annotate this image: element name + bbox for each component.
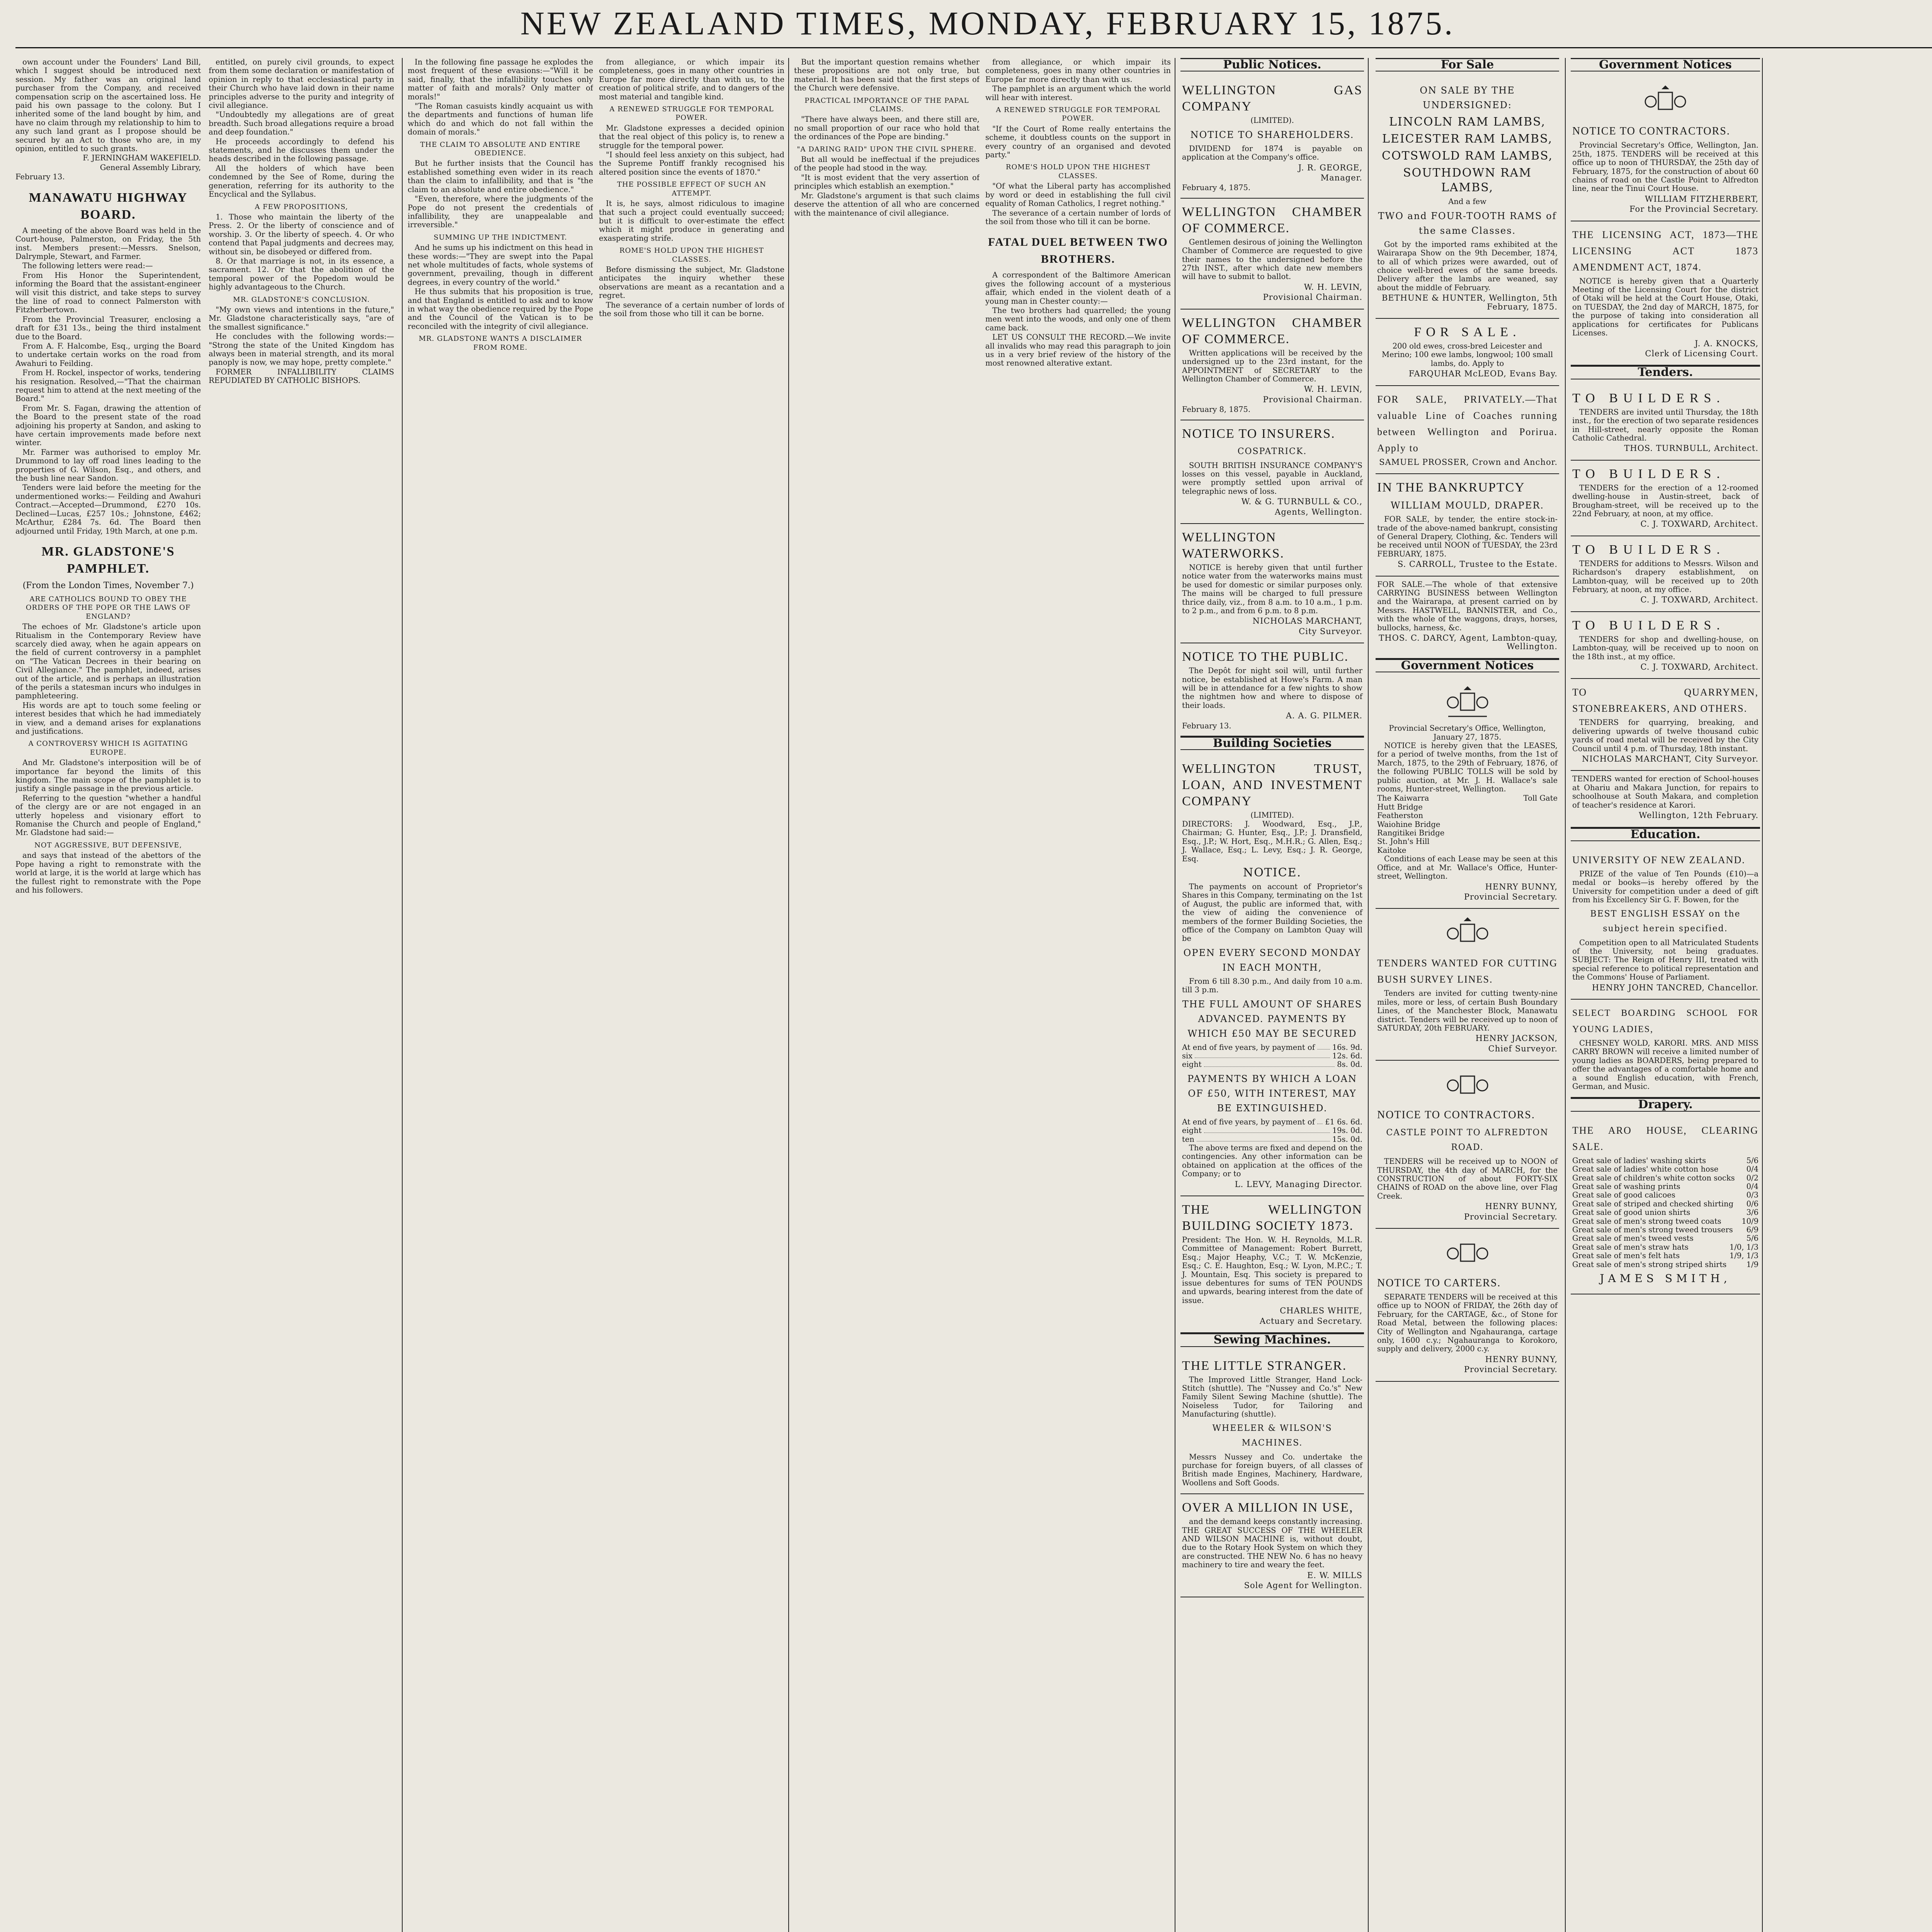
paragraph: The pamphlet is an argument which the world will hear with interest. xyxy=(985,84,1171,102)
paragraph: The severance of a certain number of lords of the soil from those who till it can be borne. xyxy=(985,208,1171,226)
subheading: A FEW PROPOSITIONS, xyxy=(255,202,348,211)
paragraph: 8. Or that marriage is not, in its essence, a sacrament. 12. Or that the abolition of the temporal power of the Popedom would be highly advantageous to the Church. xyxy=(209,256,394,292)
ad-title: THE LITTLE STRANGER. xyxy=(1182,1358,1347,1373)
ad-heading: WHEELER & WILSON'S MACHINES. xyxy=(1212,1423,1332,1448)
ad-signature-title: Agents, Wellington. xyxy=(1275,507,1362,517)
paragraph: LET US CONSULT THE RECORD.—We invite all invalids who may read this paragraph to join us in a very brief review of the history of the most renowned alterative extant. xyxy=(985,333,1171,368)
ad-signature: W. & G. TURNBULL & CO., xyxy=(1241,497,1362,507)
section-header: Government Notices xyxy=(1376,659,1559,672)
ad-date: February 8, 1875. xyxy=(1182,405,1251,414)
toll-row: St. John's Hill xyxy=(1377,837,1430,846)
subheading: NOT AGGRESSIVE, BUT DEFENSIVE, xyxy=(34,841,182,849)
ad-heading: CASTLE POINT TO ALFREDTON ROAD. xyxy=(1386,1128,1549,1153)
rate-row: eight 19s. 0d. xyxy=(1182,1126,1362,1135)
ad-line: And a few xyxy=(1448,197,1486,206)
price-row: Great sale of ladies' white cotton hose 0/4 xyxy=(1572,1165,1759,1174)
ad-title: TO BUILDERS. xyxy=(1572,466,1725,481)
ad-title: UNIVERSITY OF NEW ZEALAND. xyxy=(1572,854,1745,866)
masthead-rule xyxy=(15,47,1932,48)
paragraph: own account under the Founders' Land Bill, which I suggest should be introduced next session. My father was an original land purchaser from the Company, and received compensation scrip on the ascertained loss. He paid his own passage to the colony. But I inherited some of the land bought by him, and have no claim through my relationship to him to any such land grant as I propose should be secured by an Act to those who are, in my opinion, entitled to such grants. xyxy=(15,58,201,153)
ad-waterworks xyxy=(1180,524,1364,643)
ad-bush-survey xyxy=(1376,909,1559,1061)
ad-gas-company xyxy=(1180,77,1364,198)
ad-chamber-commerce xyxy=(1180,199,1364,310)
ad-heading: PAYMENTS BY WHICH A LOAN OF £50, WITH INTEREST, MAY BE EXTINGUISHED. xyxy=(1187,1073,1357,1114)
toll-row: Waiohine Bridge xyxy=(1377,820,1440,829)
ad-title: WELLINGTON GAS COMPANY xyxy=(1182,83,1362,114)
subheading: ROME'S HOLD UPON THE HIGHEST CLASSES. xyxy=(619,247,764,264)
paragraph: The echoes of Mr. Gladstone's article upon Ritualism in the Contemporary Review have scarcely died away, when he again appears on the field of current controversy in a pamphlet on "The Vatican Decrees in their bearing on Civil Allegiance." The pamphlet, indeed, arises out of the article, and is perhaps an illustration of the perils a statesman incurs who indulges in pamphleteering. xyxy=(15,622,201,701)
ad-date: February 13. xyxy=(1182,721,1231,730)
price-row: Great sale of men's felt hats 1/9, 1/3 xyxy=(1572,1251,1759,1260)
ad-signature: C. J. TOXWARD, Architect. xyxy=(1640,595,1759,605)
column-1b xyxy=(209,58,394,1932)
price-row: Great sale of men's straw hats 1/0, 1/3 xyxy=(1572,1242,1759,1252)
paragraph: from allegiance, or which impair its completeness, goes in many other countries in Europe far more directly than with us, to the creation of political strife, and to dangers of the most material and tangible kind. xyxy=(599,58,784,101)
ad-body: Gentlemen desirous of joining the Wellington Chamber of Commerce are requested to give their names to the undersigned before the 27th INST., after which date new members will have to submit to ballot. xyxy=(1182,237,1362,281)
ad-signature: C. J. TOXWARD, Architect. xyxy=(1640,519,1759,529)
paragraph: From Mr. S. Fagan, drawing the attention of the Board to the present state of the road adjoining his property at Sandon, and asking to have certain improvements made before next winter. xyxy=(15,403,201,447)
ad-title: FOR SALE, PRIVATELY.—That valuable Line of Coaches running between Wellington and Porirua. Apply to xyxy=(1377,393,1558,454)
ad-million xyxy=(1180,1494,1364,1597)
ad-signature: SAMUEL PROSSER, Crown and Anchor. xyxy=(1379,457,1558,467)
paragraph: The following letters were read:— xyxy=(22,261,153,270)
ad-subtitle: Provincial Secretary's Office, Wellington, January 27, 1875. xyxy=(1389,724,1546,742)
toll-row: Kaitoke xyxy=(1377,845,1406,855)
ad-signature: HENRY BUNNY, xyxy=(1485,882,1558,891)
rate-row: At end of five years, by payment of £1 6s. 6d. xyxy=(1182,1117,1362,1126)
section-header: Education. xyxy=(1571,828,1760,841)
ad-title: TO BUILDERS. xyxy=(1572,542,1725,557)
paragraph: And Mr. Gladstone's interposition will be of importance far beyond the limits of this kingdom. The main scope of the pamphlet is to justify a single passage in the previous article. xyxy=(15,758,201,793)
headline: FATAL DUEL BETWEEN TWO BROTHERS. xyxy=(988,236,1168,266)
ad-body: NOTICE is hereby given that the LEASES, for a period of twelve months, from the 1st of March, 1875, to the 29th of February, 1876, of the following PUBLIC TOLLS will be sold by public auction, at Mr. J. H. Wallace's sale rooms, Hunter-street, Wellington. xyxy=(1377,741,1558,794)
ad-boarding-school xyxy=(1571,1000,1760,1098)
ad-heading: NOTICE TO SHAREHOLDERS. xyxy=(1190,129,1354,140)
ad-heading: WILLIAM MOULD, DRAPER. xyxy=(1390,500,1544,511)
column-3a xyxy=(794,58,980,1932)
ad-body: Provincial Secretary's Office, Wellington, Jan. 25th, 1875. TENDERS will be received at this office up to noon of THURSDAY, the 25th day of February, 1875, for the construction of about 60 chains of road on the Castle Point to Alfredton line, near the Tinui Court House. xyxy=(1572,141,1759,193)
subheading: MR. GLADSTONE'S CONCLUSION. xyxy=(233,295,370,304)
ad-line: LINCOLN RAM LAMBS, xyxy=(1389,115,1546,129)
section-header: For Sale xyxy=(1376,58,1559,71)
subheading: THE CLAIM TO ABSOLUTE AND ENTIRE OBEDIENCE. xyxy=(420,140,581,158)
ad-signature: THOS. C. DARCY, Agent, Lambton-quay, Wellington. xyxy=(1379,633,1558,651)
price-row: Great sale of washing prints 0/4 xyxy=(1572,1182,1759,1191)
paragraph: He proceeds accordingly to defend his statements, and he discusses them under the heads described in the following passage. xyxy=(209,137,394,163)
toll-row: Hutt Bridge xyxy=(1377,802,1423,811)
price-row: Great sale of ladies' washing skirts 5/6 xyxy=(1572,1156,1759,1165)
subheading: A RENEWED STRUGGLE FOR TEMPORAL POWER. xyxy=(996,106,1160,123)
ad-signature: E. W. MILLS xyxy=(1307,1570,1362,1580)
ad-signature: HENRY BUNNY, xyxy=(1485,1354,1558,1364)
ad-body: TENDERS for shop and dwelling-house, on Lambton-quay, will be received up to noon on the 18th inst., at my office. xyxy=(1572,634,1759,661)
ad-heading: BEST ENGLISH ESSAY on the subject herein specified. xyxy=(1590,909,1741,934)
paragraph: "If the Court of Rome really entertains the scheme, it doubtless counts on the support in every country of an organised and devoted party." xyxy=(985,124,1171,160)
ad-body: From 6 till 8.30 p.m., And daily from 10 a.m. till 3 p.m. xyxy=(1182,976,1362,995)
ad-signature: NICHOLAS MARCHANT, City Surveyor. xyxy=(1582,754,1759,764)
price-row: Great sale of striped and checked shirting 0/6 xyxy=(1572,1199,1759,1208)
ad-signature: HENRY JOHN TANCRED, Chancellor. xyxy=(1592,983,1759,992)
signature-title: General Assembly Library, xyxy=(100,163,201,172)
paragraph: In the following fine passage he explodes the most frequent of these evasions:—"Will it be said, finally, that the infallibility touches only matter of faith and morals? Only matter of morals!" xyxy=(408,58,593,101)
ad-body: NOTICE is hereby given that a Quarterly Meeting of the Licensing Court for the district of Otaki will be held at the Court House, Otaki, on TUESDAY, the 2nd day of MARCH, 1875, for the purpose of taking into consideration all applications for certificates for Publicans Licenses. xyxy=(1572,276,1759,338)
ad-body: and the demand keeps constantly increasing. THE GREAT SUCCESS OF THE WHEELER AND WILSON MACHINE is, without doubt, due to the Rotary Hook System on which they are constructed. THE NEW No. 6 has no heavy machinery to tire and weary the feet. xyxy=(1182,1517,1362,1570)
column-3b xyxy=(985,58,1171,1932)
ad-signature: Wellington, 12th February. xyxy=(1639,811,1759,820)
ad-body: Conditions of each Lease may be seen at this Office, and at Mr. Wallace's Office, Hunter-street, Wellington. xyxy=(1377,854,1558,881)
ad-title: THE ARO HOUSE, CLEARING SALE. xyxy=(1572,1124,1759,1152)
ad-signature-title: Provincial Secretary. xyxy=(1464,892,1558,901)
ad-rams xyxy=(1376,77,1559,319)
coat-of-arms-icon xyxy=(1444,1068,1491,1103)
paragraph: His words are apt to touch some feeling or interest besides that which he had immediately in view, and a demand arises for explanations and justifications. xyxy=(15,701,201,736)
ad-little-stranger xyxy=(1180,1352,1364,1495)
ad-body: Got by the imported rams exhibited at the Wairarapa Show on the 9th December, 1874, to all of which prizes were awarded, out of choice well-bred ewes of the same breeds. Delivery after the lambs are weaned, say about the middle of February. xyxy=(1377,240,1558,292)
coat-of-arms-icon xyxy=(1642,85,1689,119)
paragraph: "Of what the Liberal party has accomplished by word or deed in establishing the full civil equality of Roman Catholics, I regret nothing." xyxy=(985,182,1171,208)
ad-title: TO BUILDERS. xyxy=(1572,618,1725,633)
ad-body: The Improved Little Stranger, Hand Lock-Stitch (shuttle). The "Nussey and Co.'s" New Family Silent Sewing Machine (shuttle). The Noiseless Tudor, for Tailoring and Manufacturing (shuttle). xyxy=(1182,1375,1362,1419)
section-header: Government Notices xyxy=(1571,58,1760,71)
paragraph: From the Provincial Treasurer, enclosing a draft for £31 13s., being the third instalment due to the Board. xyxy=(15,315,201,341)
ad-signature-title: Actuary and Secretary. xyxy=(1260,1316,1362,1326)
paragraph: Referring to the question "whether a handful of the clergy are or are not engaged in an utterly hopeless and visionary effort to Romanise the Church and people of England," Mr. Gladstone had said:— xyxy=(15,793,201,837)
paragraph: From A. F. Halcombe, Esq., urging the Board to undertake certain works on the road from Awahuri to Feilding. xyxy=(15,341,201,368)
column-2b xyxy=(599,58,784,1932)
dateline: February 13. xyxy=(15,172,65,182)
section-header: Tenders. xyxy=(1571,366,1760,379)
ad-signature: A. A. G. PILMER. xyxy=(1286,711,1362,721)
ad-school-tenders xyxy=(1571,771,1760,827)
subheading: PRACTICAL IMPORTANCE OF THE PAPAL CLAIMS. xyxy=(804,96,969,114)
ad-signature-title: Chief Surveyor. xyxy=(1488,1044,1558,1053)
paragraph: from allegiance, or which impair its completeness, goes in many other countries in Europe far more directly than with us. xyxy=(985,58,1171,84)
column-public-notices xyxy=(1180,58,1364,1932)
ad-body: The Depôt for night soil will, until further notice, be established at Howe's Farm. A man will be in attendance for a few nights to show the nightmen how and where to dispose of their loads. xyxy=(1182,666,1362,710)
ad-signature: HENRY JACKSON, xyxy=(1475,1034,1558,1043)
ad-heading: NOTICE. xyxy=(1243,866,1302,879)
column-divider xyxy=(788,58,789,1932)
ad-body: TENDERS for the erection of a 12-roomed dwelling-house in Austin-street, back of Brougham-street, will be received up to the 22nd February, at noon, at my office. xyxy=(1572,483,1759,518)
ad-title: TENDERS WANTED FOR CUTTING BUSH SURVEY LINES. xyxy=(1377,957,1558,985)
ad-signature-title: Provincial Secretary. xyxy=(1464,1365,1558,1374)
paragraph: He thus submits that his proposition is true, and that England is entitled to ask and to know in what way the obedience required by the Pope and the Council of the Vatican is to be reconciled with the integrity of civil allegiance. xyxy=(408,287,593,331)
ad-heading: OPEN EVERY SECOND MONDAY IN EACH MONTH, xyxy=(1183,947,1361,973)
ad-title: FOR SALE. xyxy=(1414,325,1521,340)
toll-row: The Kaiwarra Toll Gate xyxy=(1377,794,1558,803)
paragraph: From H. Rockel, inspector of works, tendering his resignation. Resolved,—"That the chairman request him to attend at the next meeting of the Board." xyxy=(15,368,201,403)
paragraph: and says that instead of the abettors of the Pope having a right to remonstrate with the world at large, it is the world at large which has the fullest right to remonstrate with the Pope and his followers. xyxy=(15,851,201,895)
ad-date: February 4, 1875. xyxy=(1182,183,1251,192)
ad-aro-house xyxy=(1571,1117,1760,1294)
ad-subtitle: (LIMITED). xyxy=(1250,116,1294,125)
ad-body: TENDERS wanted for erection of School-houses at Ohariu and Makara Junction, for repairs to schoolhouse at South Makara, and completion of teacher's residence at Karori. xyxy=(1572,774,1759,810)
ad-signature: C. J. TOXWARD, Architect. xyxy=(1640,662,1759,672)
ad-signature-title: Clerk of Licensing Court. xyxy=(1645,349,1759,358)
ad-signature-title: Sole Agent for Wellington. xyxy=(1244,1581,1362,1590)
price-row: Great sale of good calicoes 0/3 xyxy=(1572,1190,1759,1200)
section-header: Public Notices. xyxy=(1180,58,1364,71)
subheading: (From the London Times, November 7.) xyxy=(22,580,194,590)
toll-row: Rangitikei Bridge xyxy=(1377,828,1445,838)
ad-trust-loan xyxy=(1180,755,1364,1196)
ad-signature: BETHUNE & HUNTER, Wellington, 5th February, 1875. xyxy=(1381,293,1558,311)
price-row: Great sale of men's tweed vests 5/6 xyxy=(1572,1234,1759,1243)
section-header: Sewing Machines. xyxy=(1180,1333,1364,1347)
ad-signature: J. A. KNOCKS, xyxy=(1694,338,1759,348)
ad-body: CHESNEY WOLD, KARORI. MRS. AND MISS CARRY BROWN will receive a limited number of young ladies as BOARDERS, being prepared to offer the advantages of a comfortable home and a sound English education, with French, German, and Music. xyxy=(1572,1038,1759,1091)
paragraph: And he sums up his indictment on this head in these words:—"They are swept into the Papal net whole multitudes of facts, whole systems of government, prevailing, though in different degrees, in every country of the world." xyxy=(408,243,593,287)
ad-heading: THE FULL AMOUNT OF SHARES ADVANCED. PAYMENTS BY WHICH £50 MAY BE SECURED xyxy=(1182,998,1362,1039)
section-header: Building Societies xyxy=(1180,736,1364,750)
ad-carters xyxy=(1376,1229,1559,1382)
paragraph: "Undoubtedly my allegations are of great breadth. Such broad allegations require a broad and deep foundation." xyxy=(209,110,394,137)
ad-signature: JAMES SMITH, xyxy=(1600,1272,1731,1285)
ad-heading: COSPATRICK. xyxy=(1237,446,1307,456)
ad-subtitle: (LIMITED). xyxy=(1250,811,1294,820)
ad-licensing-act xyxy=(1571,221,1760,366)
subheading: ARE CATHOLICS BOUND TO OBEY THE ORDERS OF THE POPE OR THE LAWS OF ENGLAND? xyxy=(26,595,191,621)
ad-signature: WILLIAM FITZHERBERT, xyxy=(1645,194,1759,204)
coat-of-arms-icon xyxy=(1444,1236,1491,1271)
column-divider xyxy=(402,58,403,1932)
subheading: ROME'S HOLD UPON THE HIGHEST CLASSES. xyxy=(1006,163,1150,180)
ad-body: Tenders are invited for cutting twenty-nine miles, more or less, of certain Bush Boundary Lines, of the Manchester Block, Manawatu district. Tenders will be received up to noon of SATURDAY, 20th FEBRUARY. xyxy=(1377,989,1558,1032)
ad-title: WELLINGTON CHAMBER OF COMMERCE. xyxy=(1182,315,1362,346)
ad-line: TWO and FOUR-TOOTH RAMS of the same Classes. xyxy=(1378,210,1557,236)
paragraph: All the holders of which have been condemned by the See of Rome, during the generation, referring for its authority to the Encyclical and the Syllabus. xyxy=(209,163,394,199)
ad-body: DIRECTORS: J. Woodward, Esq., J.P., Chairman; G. Hunter, Esq., J.P.; J. Dransfield, Esq., J.P.; W. Hort, Esq., M.H.R.; G. Allen, Esq.; J. Wallace, Esq.; L. Levy, Esq.; J. R. George, Esq. xyxy=(1182,819,1362,863)
ad-body: DIVIDEND for 1874 is payable on application at the Company's office. xyxy=(1182,144,1362,162)
price-row: Great sale of men's strong striped shirts 1/9 xyxy=(1572,1260,1759,1269)
ad-body: Messrs Nussey and Co. undertake the purchase for foreign buyers, of all classes of British made Engines, Machinery, Hardware, Woollens and Soft Goods. xyxy=(1182,1452,1362,1487)
paragraph: He concludes with the following words:— "Strong the state of the United Kingdom has always been in material strength, and its moral panoply is now, we may hope, pretty complete." xyxy=(209,332,394,367)
ad-contractors-castle-point xyxy=(1376,1061,1559,1229)
ad-university xyxy=(1571,847,1760,1000)
ad-title: THE LICENSING ACT, 1873—THE LICENSING ACT 1873 AMENDMENT ACT, 1874. xyxy=(1572,229,1759,273)
ad-body: TENDERS are invited until Thursday, the 18th inst., for the erection of two separate residences in Hill-street, nearly opposite the Roman Catholic Cathedral. xyxy=(1572,407,1759,442)
section-header: Drapery. xyxy=(1571,1098,1760,1111)
subheading: "A DARING RAID" UPON THE CIVIL SPHERE. xyxy=(797,145,977,153)
ad-signature: NICHOLAS MARCHANT, xyxy=(1252,616,1362,626)
paragraph: But he further insists that the Council has established something even wider in its reach than the claim to infallibility, and that is "the claim to an absolute and entire obedience." xyxy=(408,159,593,194)
ad-body: The above terms are fixed and depend on the contingencies. Any other information can be obtained on application at the offices of the Company; or to xyxy=(1182,1143,1362,1179)
ad-signature: J. R. GEORGE, xyxy=(1298,163,1362,172)
paragraph: The two brothers had quarrelled; the young men went into the woods, and only one of them came back. xyxy=(985,306,1171,332)
paragraph: "It is most evident that the very assertion of principles which establish an exemption." xyxy=(794,173,980,191)
ad-coaches xyxy=(1376,386,1559,474)
column-1a xyxy=(15,58,201,1932)
column-divider xyxy=(1368,58,1369,1932)
paragraph: The severance of a certain number of lords of the soil from those who till it can be borne. xyxy=(599,300,784,318)
ad-signature: W. H. LEVIN, xyxy=(1304,384,1362,394)
ad-body: SOUTH BRITISH INSURANCE COMPANY'S losses on this vessel, payable in Auckland, were promptly settled upon arrival of telegraphic news of loss. xyxy=(1182,461,1362,496)
masthead xyxy=(0,0,1932,46)
ad-line: SOUTHDOWN RAM LAMBS, xyxy=(1403,166,1532,195)
ad-tolls xyxy=(1376,678,1559,909)
ad-heading: ON SALE BY THE UNDERSIGNED: xyxy=(1420,85,1515,111)
ad-title: NOTICE TO INSURERS. xyxy=(1182,426,1335,441)
ad-title: WELLINGTON WATERWORKS. xyxy=(1182,530,1284,561)
ad-signature-title: Provincial Secretary. xyxy=(1464,1212,1558,1221)
ad-chamber-commerce-2 xyxy=(1180,310,1364,420)
paragraph: A correspondent of the Baltimore American gives the following account of a mysterious affair, which ended in the violent death of a young man in Chester county:— xyxy=(985,270,1171,306)
ad-signature-title: Provisional Chairman. xyxy=(1263,293,1362,302)
ad-body: The payments on account of Proprietor's Shares in this Company, terminating on the 1st of August, the public are informed that, with the view of aiding the convenience of members of the former Building Societies, the office of the Company on Lambton Quay will be xyxy=(1182,882,1362,943)
paragraph: 1. Those who maintain the liberty of the Press. 2. Or the liberty of conscience and of worship. 3. Or the liberty of speech. 4. Or who contend that Papal judgments and decrees may, without sin, be disobeyed or differed from. xyxy=(209,212,394,256)
ad-signature-title: Manager. xyxy=(1320,173,1362,183)
paragraph: "There have always been, and there still are, no small proportion of our race who hold that the ordinances of the Pope are binding." xyxy=(794,115,980,141)
headline: MANAWATU HIGHWAY BOARD. xyxy=(29,190,188,222)
ad-title: THE WELLINGTON BUILDING SOCIETY 1873. xyxy=(1182,1202,1362,1233)
ad-body: 200 old ewes, cross-bred Leicester and Merino; 100 ewe lambs, longwool; 100 small lambs, do. Apply to xyxy=(1382,342,1553,368)
paragraph: From His Honor the Superintendent, informing the Board that the assistant-engineer will visit this district, and take steps to survey the line of road to connect Palmerston with Fitzherbertown. xyxy=(15,270,201,315)
price-row: Great sale of men's strong tweed coats 10/9 xyxy=(1572,1216,1759,1226)
masthead-title: NEW ZEALAND TIMES, MONDAY, FEBRUARY 15, 1875. xyxy=(520,5,1455,42)
rate-row: At end of five years, by payment of 16s. 9d. xyxy=(1182,1043,1362,1052)
paragraph: It is, he says, almost ridiculous to imagine that such a project could eventually succeed; but it is difficult to over-estimate the effect which it might produce in generating and exasperating strife. xyxy=(599,199,784,243)
ad-signature: S. CARROLL, Trustee to the Estate. xyxy=(1397,560,1558,569)
ad-body: FOR SALE.—The whole of that extensive CARRYING BUSINESS between Wellington and the Wairarapa, at present carried on by Messrs. HASTWELL, BANNISTER, and Co., with the whole of the waggons, drays, horses, bullocks, harness, &c. xyxy=(1377,580,1558,632)
ad-body: TENDERS for additions to Messrs. Wilson and Richardson's drapery establishment, on Lambton-quay, will be received up to 20th February, at noon, at my office. xyxy=(1572,559,1759,594)
ad-quarrymen xyxy=(1571,679,1760,771)
ad-body: PRIZE of the value of Ten Pounds (£10)—a medal or books—is hereby offered by the University for competition under a deed of gift from his Excellency Sir G. F. Bowen, for the xyxy=(1572,869,1759,905)
column-divider xyxy=(1762,58,1763,1932)
paragraph: entitled, on purely civil grounds, to expect from them some declaration or manifestation of opinion in reply to that ecclesiastical party in their Church who have laid down in their name principles adverse to the purity and integrity of civil allegiance. xyxy=(209,58,394,110)
ad-title: NOTICE TO CARTERS. xyxy=(1377,1277,1501,1289)
ad-insurers xyxy=(1180,420,1364,524)
ad-bankruptcy xyxy=(1376,474,1559,576)
paragraph: "My own views and intentions in the future," Mr. Gladstone characteristically says, "are of the smallest significance." xyxy=(209,305,394,332)
paragraph: Mr. Gladstone's argument is that such claims deserve the attention of all who are concerned with the maintenance of civil allegiance. xyxy=(794,191,980,218)
subheading: SUMMING UP THE INDICTMENT. xyxy=(434,233,567,242)
ad-body: SEPARATE TENDERS will be received at this office up to NOON of FRIDAY, the 26th day of February, for the CARTAGE, &c., of Stone for Road Metal, between the following places: City of Wellington and Ngahauranga, cartage only, 1600 c.y.; Ngahauranga to Korokoro, supply and delivery, 2000 c.y. xyxy=(1377,1293,1558,1354)
ad-builders-1 xyxy=(1571,385,1760,461)
ad-body: NOTICE is hereby given that until further notice water from the waterworks mains must be used for domestic or similar purposes only. The mains will be charged to full pressure thrice daily, viz., from 8 a.m. to 10 a.m., 1 p.m. to 2 p.m., and from 6 p.m. to 8 p.m. xyxy=(1182,563,1362,615)
ad-title: IN THE BANKRUPTCY xyxy=(1377,480,1525,495)
ad-builders-4 xyxy=(1571,612,1760,679)
column-2a xyxy=(408,58,593,1932)
ad-notice-public xyxy=(1180,643,1364,736)
ad-body: TENDERS will be received up to NOON of THURSDAY, the 4th day of MARCH, for the CONSTRUCTION of about FORTY-SIX CHAINS of ROAD on the above line, over Flag Creek. xyxy=(1377,1157,1558,1201)
paragraph: "Even, therefore, where the judgments of the Pope do not present the credentials of infallibility, they are unappealable and irreversible." xyxy=(408,194,593,230)
ad-title: NOTICE TO CONTRACTORS. xyxy=(1377,1109,1535,1121)
ad-body: President: The Hon. W. H. Reynolds, M.L.R. Committee of Management: Robert Burrett, Esq.; Major Heaphy, V.C.; T. W. McKenzie, Esq.; C. E. Haughton, Esq.; W. Lyon, M.P.C.; T. J. Mountain, Esq. This society is prepared to issue debentures for sums of TEN POUNDS and upwards, bearing interest from the date of issue. xyxy=(1182,1235,1362,1305)
column-for-sale xyxy=(1376,58,1559,1932)
ad-body: FOR SALE, by tender, the entire stock-in-trade of the above-named bankrupt, consisting of General Drapery, Clothing, &c. Tenders will be received until NOON of TUESDAY, the 23rd FEBRUARY, 1875. xyxy=(1377,515,1558,558)
column-divider xyxy=(1565,58,1566,1932)
ad-carrying-business xyxy=(1376,577,1559,659)
ad-title: WELLINGTON CHAMBER OF COMMERCE. xyxy=(1182,204,1362,235)
rate-row: ten 15s. 0d. xyxy=(1182,1134,1362,1144)
ad-title: TO BUILDERS. xyxy=(1572,391,1725,405)
signature: F. JERNINGHAM WAKEFIELD. xyxy=(83,153,201,163)
column-government xyxy=(1571,58,1760,1932)
ad-body: Written applications will be received by the undersigned up to the 23rd instant, for the APPOINTMENT of SECRETARY to the Wellington Chamber of Commerce. xyxy=(1182,348,1362,383)
ad-for-sale xyxy=(1376,319,1559,386)
ad-signature-title: City Surveyor. xyxy=(1299,626,1362,636)
ad-title: NOTICE TO CONTRACTORS. xyxy=(1572,125,1730,138)
paragraph: A meeting of the above Board was held in the Court-house, Palmerston, on Friday, the 5th inst. Members present:—Messrs. Snelson, Dalrymple, Stewart, and Farmer. xyxy=(15,226,201,261)
paragraph: But all would be ineffectual if the prejudices of the people had stood in the way. xyxy=(794,155,980,173)
ad-builders-2 xyxy=(1571,461,1760,536)
ad-signature: HENRY BUNNY, xyxy=(1485,1202,1558,1211)
price-row: Great sale of children's white cotton socks 0/2 xyxy=(1572,1173,1759,1182)
ad-signature: L. LEVY, Managing Director. xyxy=(1235,1179,1362,1189)
ad-line: LEICESTER RAM LAMBS, xyxy=(1382,132,1553,146)
paragraph: Tenders were laid before the meeting for the undermentioned works:— Feilding and Awahuri Contract.—Accepted—Drummond, £270 10s. Declined—Lucas, £257 10s.; Johnstone, £462; McArthur, £284 7s. 6d. The Board then adjourned until Friday, 19th March, at one p.m. xyxy=(15,483,201,536)
ad-builders-3 xyxy=(1571,536,1760,612)
ad-body: Competition open to all Matriculated Students of the University, not being graduates. SUBJECT: The Reign of Henry III, treated with special reference to political representation and the Commons' House of Parliament. xyxy=(1572,938,1759,982)
paragraph: "The Roman casuists kindly acquaint us with the departments and functions of human life which do and which do not fall within the domain of morals." xyxy=(408,102,593,137)
paragraph: "I should feel less anxiety on this subject, had the Supreme Pontiff frankly recognised his altered position since the events of 1870." xyxy=(599,150,784,177)
ad-title: WELLINGTON TRUST, LOAN, AND INVESTMENT COMPANY xyxy=(1182,762,1362,809)
price-row: Great sale of good union shirts 3/6 xyxy=(1572,1208,1759,1217)
ad-title: SELECT BOARDING SCHOOL FOR YOUNG LADIES, xyxy=(1572,1008,1759,1034)
headline: MR. GLADSTONE'S PAMPHLET. xyxy=(41,544,175,576)
ad-title: OVER A MILLION IN USE, xyxy=(1182,1500,1354,1515)
coat-of-arms-icon xyxy=(1444,917,1491,951)
ad-signature: THOS. TURNBULL, Architect. xyxy=(1624,444,1759,453)
ad-signature: FARQUHAR McLEOD, Evans Bay. xyxy=(1408,369,1558,379)
ad-signature: W. H. LEVIN, xyxy=(1304,282,1362,292)
ad-notice-contractors xyxy=(1571,77,1760,221)
ad-title: TO QUARRYMEN, STONEBREAKERS, AND OTHERS. xyxy=(1572,687,1759,714)
rate-row: eight 8s. 0d. xyxy=(1182,1060,1362,1069)
paragraph: Mr. Gladstone expresses a decided opinion that the real object of this policy is, to renew a struggle for the temporal power. xyxy=(599,123,784,150)
ad-signature-title: Provisional Chairman. xyxy=(1263,395,1362,404)
paragraph: FORMER INFALLIBILITY CLAIMS REPUDIATED BY CATHOLIC BISHOPS. xyxy=(209,367,394,385)
toll-row: Featherston xyxy=(1377,811,1423,820)
paragraph: But the important question remains whether these propositions are not only true, but material. It has been said that the first steps of the Church were defensive. xyxy=(794,58,980,93)
ad-line: COTSWOLD RAM LAMBS, xyxy=(1382,149,1553,163)
rate-row: six 12s. 6d. xyxy=(1182,1051,1362,1060)
ad-building-society xyxy=(1180,1196,1364,1333)
price-row: Great sale of men's strong tweed trousers 6/9 xyxy=(1572,1225,1759,1235)
subheading: A CONTROVERSY WHICH IS AGITATING EUROPE. xyxy=(28,740,188,757)
ad-signature: CHARLES WHITE, xyxy=(1280,1306,1362,1316)
ad-title: NOTICE TO THE PUBLIC. xyxy=(1182,650,1349,664)
subheading: THE POSSIBLE EFFECT OF SUCH AN ATTEMPT. xyxy=(617,180,767,197)
coat-of-arms-icon xyxy=(1444,685,1491,720)
subheading: MR. GLADSTONE WANTS A DISCLAIMER FROM ROME. xyxy=(418,335,582,352)
ad-signature-title: For the Provincial Secretary. xyxy=(1629,204,1759,214)
paragraph: Before dismissing the subject, Mr. Gladstone anticipates the inquiry whether these observations are meant as a recantation and a regret. xyxy=(599,265,784,300)
paragraph: Mr. Farmer was authorised to employ Mr. Drummond to lay off road lines leading to the properties of G. Wilson, Esq., and others, and the bush line near Sandon. xyxy=(15,447,201,483)
subheading: A RENEWED STRUGGLE FOR TEMPORAL POWER. xyxy=(609,105,774,122)
ad-body: TENDERS for quarrying, breaking, and delivering upwards of twelve thousand cubic yards of road metal will be received by the City Council until 4 p.m. of Thursday, 18th instant. xyxy=(1572,718,1759,753)
